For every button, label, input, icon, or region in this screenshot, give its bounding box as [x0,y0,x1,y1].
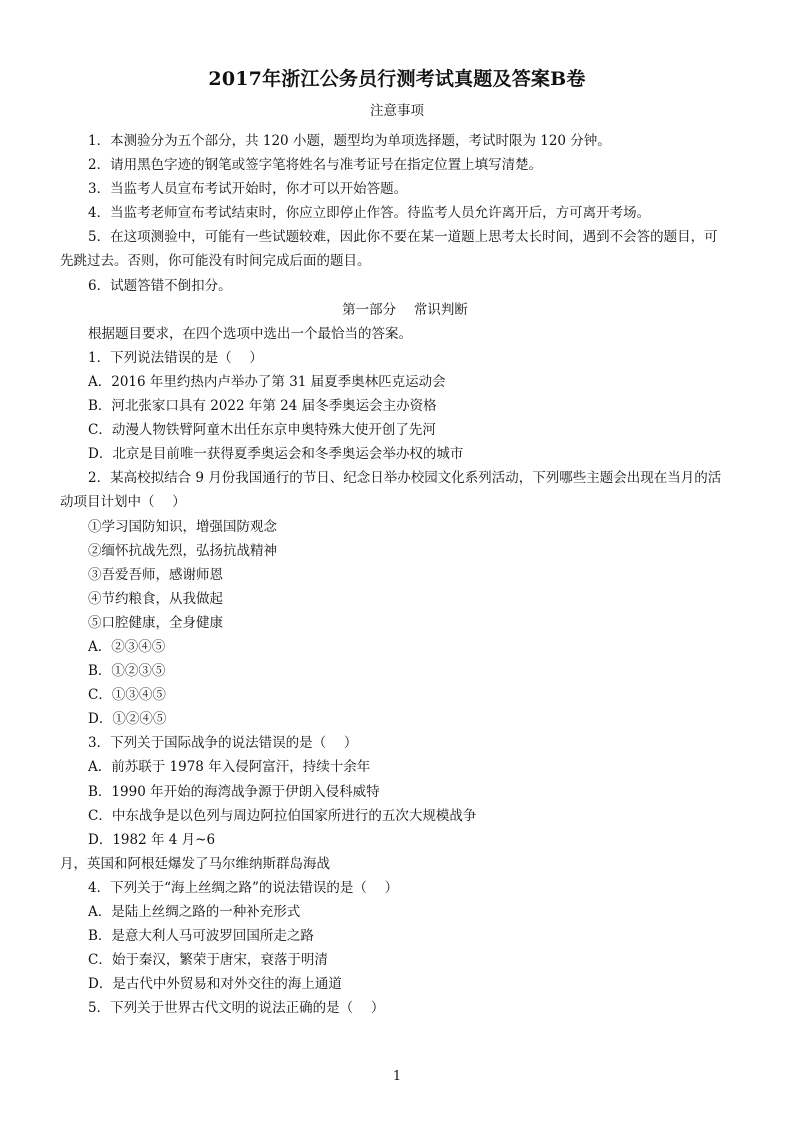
notice-item-1: 1．本测验分为五个部分，共 120 小题，题型均为单项选择题，考试时限为 120 分钟。 [88,133,611,149]
question-5: 5．下列关于世界古代文明的说法正确的是（ ） [88,1000,385,1017]
question-1-option-c: C．动漫人物铁臂阿童木出任东京申奥特殊大使开创了先河 [88,422,436,439]
section-heading-part-1: 第一部分 常识判断 [342,301,468,318]
notice-item-6: 6．试题答错不倒扣分。 [88,277,232,294]
question-2-item-4: ④节约粮食，从我做起 [88,590,223,607]
notice-item-5: 5．在这项测验中，可能有一些试题较难，因此你不要在某一道题上思考太长时间，遇到不会答的题目，可 [88,229,718,246]
question-4-option-c: C．始于秦汉，繁荣于唐宋，衰落于明清 [88,952,328,969]
question-3-option-d: D．1982 年 4 月~6 [88,831,216,848]
question-4-option-a: A．是陆上丝绸之路的一种补充形式 [88,904,301,920]
notice-item-3: 3．当监考人员宣布考试开始时，你才可以开始答题。 [88,181,408,198]
question-2-option-b: B．①②③⑤ [88,663,166,680]
question-1: 1．下列说法错误的是（ ） [88,349,263,366]
question-3-option-d-continued: 月，英国和阿根廷爆发了马尔维纳斯群岛海战 [60,855,330,872]
question-2-item-2: ②缅怀抗战先烈，弘扬抗战精神 [88,542,277,559]
question-2: 2．某高校拟结合 9 月份我国通行的节日、纪念日举办校园文化系列活动，下列哪些主题会出现在当月的活 [88,470,722,487]
notice-item-2: 2．请用黑色字迹的钢笔或签字笔将姓名与准考证号在指定位置上填写清楚。 [88,157,543,174]
question-4-option-d: D．是古代中外贸易和对外交往的海上通道 [88,976,342,993]
question-3-option-c: C．中东战争是以色列与周边阿拉伯国家所进行的五次大规模战争 [88,807,477,824]
question-2-option-d: D．①②④⑤ [88,711,167,728]
question-3: 3．下列关于国际战争的说法错误的是（ ） [88,735,358,752]
question-2-item-5: ⑤口腔健康，全身健康 [88,614,223,631]
question-2-item-1: ①学习国防知识，增强国防观念 [88,518,277,535]
question-2-option-c: C．①③④⑤ [88,687,166,704]
question-2-continued: 动项目计划中（ ） [60,494,186,511]
question-1-option-d: D．北京是目前唯一获得夏季奥运会和冬季奥运会举办权的城市 [88,446,464,463]
question-2-option-a: A．②③④⑤ [88,638,166,655]
document-body [60,129,750,1020]
question-2-item-3: ③吾爱吾师，感谢师恩 [88,566,223,583]
notice-item-5-continued: 先跳过去。否则，你可能没有时间完成后面的题目。 [60,253,371,270]
question-3-option-b: B．1990 年开始的海湾战争源于伊朗入侵科威特 [88,783,380,800]
section-heading-notice: 注意事项 [370,103,424,119]
page-number: 1 [392,1069,402,1084]
page-title: 2017年浙江公务员行测考试真题及答案B卷 [208,68,586,90]
question-1-option-a: A．2016 年里约热内卢举办了第 31 届夏季奥林匹克运动会 [88,373,446,390]
instruction-text: 根据题目要求，在四个选项中选出一个最恰当的答案。 [88,325,412,342]
notice-item-4: 4．当监考老师宣布考试结束时，你应立即停止作答。待监考人员允许离开后，方可离开考场。 [88,205,651,222]
question-4: 4．下列关于“海上丝绸之路”的说法错误的是（ ） [88,879,399,896]
question-4-option-b: B．是意大利人马可波罗回国所走之路 [88,928,314,945]
question-3-option-a: A．前苏联于 1978 年入侵阿富汗，持续十余年 [88,759,371,776]
question-1-option-b: B．河北张家口具有 2022 年第 24 届冬季奥运会主办资格 [88,398,437,415]
